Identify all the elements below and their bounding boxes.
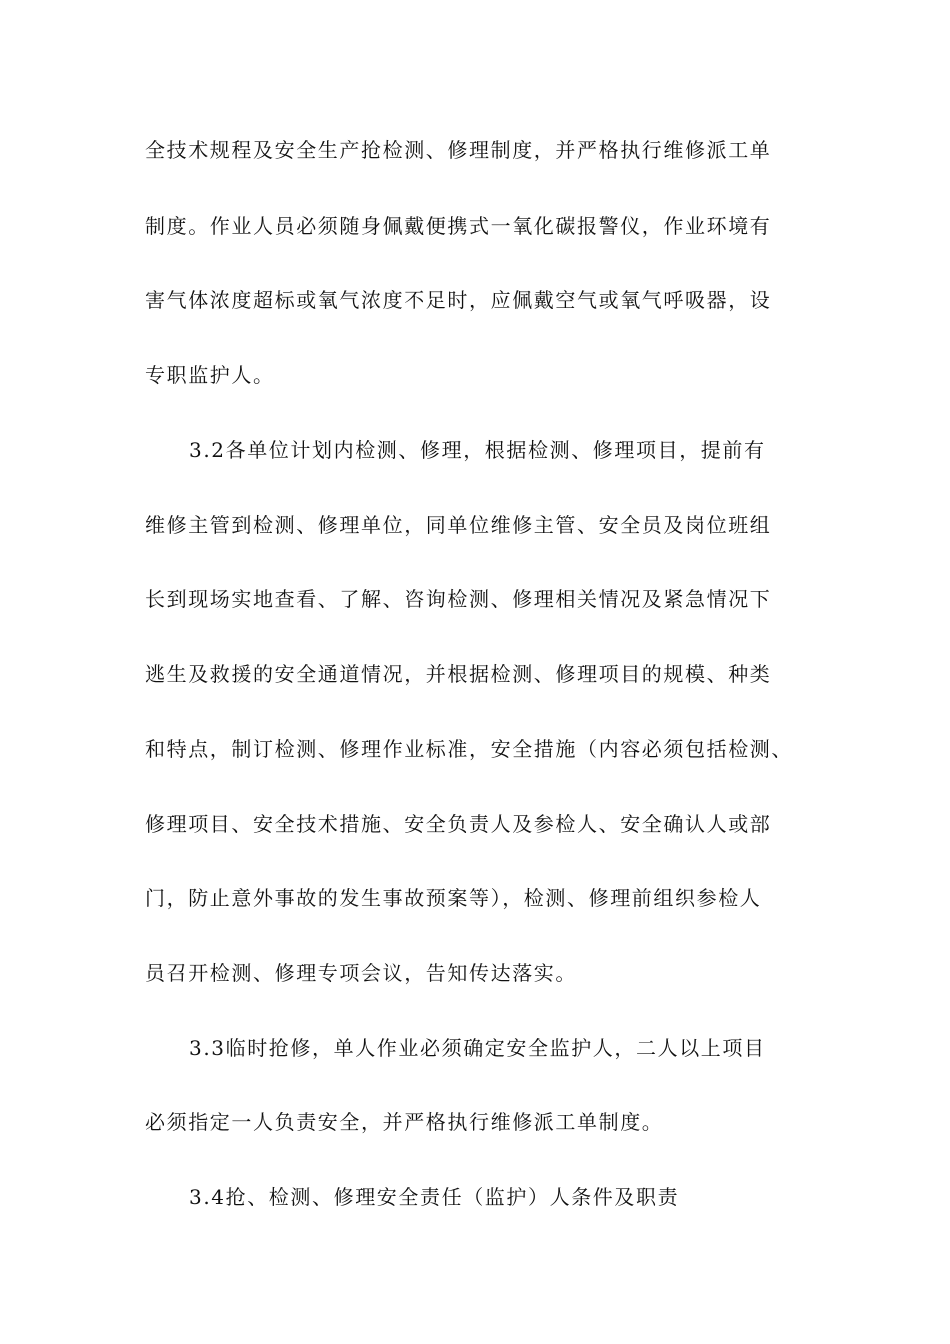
- text-line: 害气体浓度超标或氧气浓度不足时，应佩戴空气或氧气呼吸器，设: [145, 288, 772, 312]
- text-line: 和特点，制订检测、修理作业标准，安全措施（内容必须包括检测、: [145, 737, 793, 761]
- section-3-2-heading-line: 3.2各单位计划内检测、修理，根据检测、修理项目，提前有: [189, 438, 766, 462]
- text-line: 门，防止意外事故的发生事故预案等），检测、修理前组织参检人: [145, 886, 762, 910]
- text-line: 逃生及救援的安全通道情况，并根据检测、修理项目的规模、种类: [145, 662, 772, 686]
- text-line: 专职监护人。: [145, 363, 275, 387]
- section-3-3-heading-line: 3.3临时抢修，单人作业必须确定安全监护人，二人以上项目: [189, 1036, 766, 1060]
- text-line: 员召开检测、修理专项会议，告知传达落实。: [145, 961, 577, 985]
- text-line: 长到现场实地查看、了解、咨询检测、修理相关情况及紧急情况下: [145, 587, 772, 611]
- text-line: 制度。作业人员必须随身佩戴便携式一氧化碳报警仪，作业环境有: [145, 214, 772, 238]
- section-3-4-heading-line: 3.4抢、检测、修理安全责任（监护）人条件及职责: [189, 1185, 680, 1209]
- text-line: 全技术规程及安全生产抢检测、修理制度，并严格执行维修派工单: [145, 138, 772, 162]
- text-line: 维修主管到检测、修理单位，同单位维修主管、安全员及岗位班组: [145, 513, 772, 537]
- text-line: 必须指定一人负责安全，并严格执行维修派工单制度。: [145, 1110, 664, 1134]
- text-line: 修理项目、安全技术措施、安全负责人及参检人、安全确认人或部: [145, 812, 772, 836]
